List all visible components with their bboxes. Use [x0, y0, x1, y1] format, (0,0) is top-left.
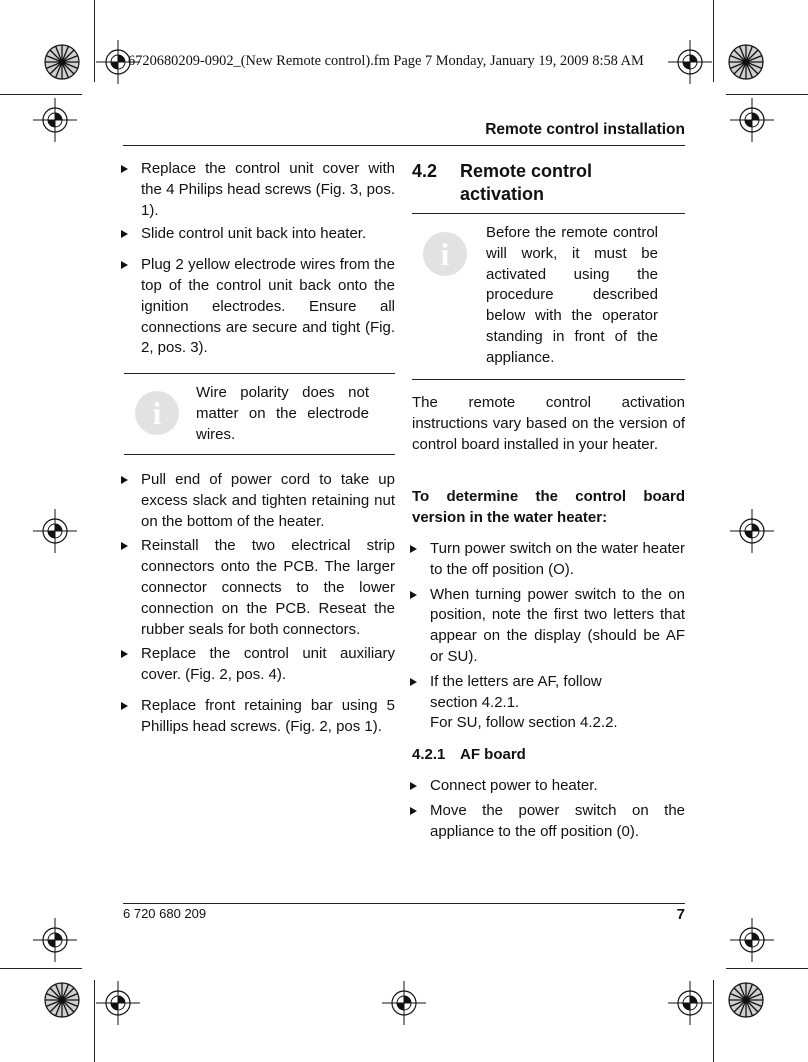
doc-number: 6 720 680 209: [123, 906, 207, 921]
bullet-arrow-icon: [121, 476, 128, 484]
af-board-steps: [401, 776, 685, 842]
section-title: Remote control activation: [460, 161, 593, 204]
star-target-icon: [729, 983, 763, 1017]
info-note-left: [124, 373, 395, 455]
page-number: 7: [676, 906, 685, 923]
crosshair-icon: [33, 98, 77, 142]
info-icon: i: [423, 232, 467, 276]
info-note-right: [412, 213, 685, 380]
intro-paragraph: The remote control activation instructions vary based on the version of control board installed in your heater.: [412, 394, 685, 453]
star-target-icon: [45, 983, 79, 1017]
right-column-steps: [401, 539, 685, 734]
bullet-arrow-icon: [410, 545, 417, 553]
crosshair-icon: [382, 981, 426, 1025]
running-head: Remote control installation: [485, 121, 685, 138]
list-item: Connect power to heater.: [401, 776, 685, 797]
list-item: Reinstall the two electrical strip connectors onto the PCB. The larger connector connects to the lower connection on the PCB. Reseat the rubber seals for both connectors.: [112, 536, 395, 640]
note-text: Wire polarity does not matter on the electrode wires.: [196, 384, 369, 443]
bullet-arrow-icon: [121, 230, 128, 238]
bullet-arrow-icon: [410, 807, 417, 815]
list-item: When turning power switch to the on position, note the first two letters that appear on the display (should be AF or SU).: [401, 585, 685, 668]
left-column-top: [112, 159, 395, 359]
list-item: If the letters are AF, follow section 4.2.1. For SU, follow section 4.2.2.: [401, 672, 685, 734]
crosshair-icon: [33, 509, 77, 553]
crosshair-icon: [96, 981, 140, 1025]
list-item: Replace the control unit cover with the 4 Philips head screws (Fig. 3, pos. 1).: [112, 159, 395, 221]
crosshair-icon: [730, 509, 774, 553]
bullet-arrow-icon: [410, 591, 417, 599]
crosshair-icon: [33, 918, 77, 962]
list-item: Turn power switch on the water heater to the off position (O).: [401, 539, 685, 581]
header-rule: [123, 145, 685, 146]
determine-heading: To determine the control board version in the water heater:: [412, 488, 685, 526]
bullet-arrow-icon: [121, 261, 128, 269]
bullet-arrow-icon: [121, 650, 128, 658]
bullet-arrow-icon: [121, 165, 128, 173]
star-target-icon: [45, 45, 79, 79]
star-target-icon: [729, 45, 763, 79]
bullet-arrow-icon: [410, 678, 417, 686]
info-icon: i: [135, 391, 179, 435]
list-item: Move the power switch on the appliance to the off position (0).: [401, 801, 685, 843]
list-item: Slide control unit back into heater.: [112, 224, 395, 245]
list-item: Replace the control unit auxiliary cover. (Fig. 2, pos. 4).: [112, 644, 395, 686]
subsection-title: AF board: [460, 746, 526, 763]
bullet-arrow-icon: [121, 542, 128, 550]
bullet-arrow-icon: [410, 782, 417, 790]
crosshair-icon: [668, 981, 712, 1025]
list-item: Plug 2 yellow electrode wires from the top of the control unit back onto the ignition electrodes. Ensure all connections are secure and tight (Fig. 2, pos. 3).: [112, 255, 395, 359]
bullet-arrow-icon: [121, 702, 128, 710]
subsection-number: 4.2.1: [412, 746, 446, 763]
list-item: Pull end of power cord to take up excess slack and tighten retaining nut on the bottom of the heater.: [112, 470, 395, 532]
section-number: 4.2: [412, 161, 438, 181]
footer-rule: [123, 903, 685, 904]
left-column-bottom: [112, 470, 395, 738]
crosshair-icon: [730, 918, 774, 962]
crosshair-icon: [730, 98, 774, 142]
note-text: Before the remote control will work, it must be activated using the procedure described below with the operator standing in front of the appliance.: [486, 224, 658, 366]
list-item: Replace front retaining bar using 5 Phillips head screws. (Fig. 2, pos 1).: [112, 696, 395, 738]
file-header: 6720680209-0902_(New Remote control).fm Page 7 Monday, January 19, 2009 8:58 AM: [128, 53, 644, 69]
